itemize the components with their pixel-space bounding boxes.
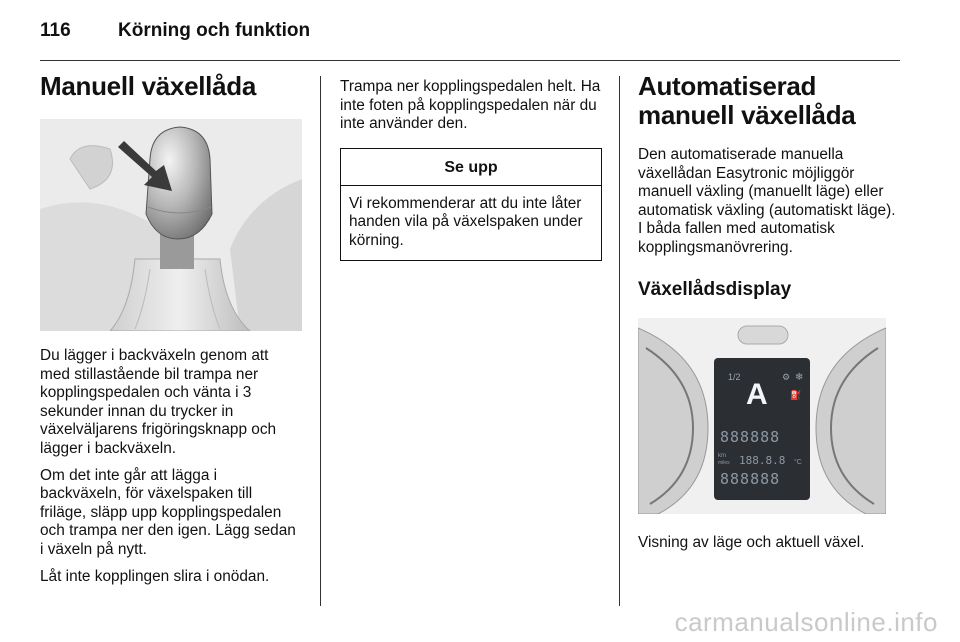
paragraph-reverse-gear: Du lägger i backväxeln genom att med stillastående bil trampa ner kopplingspedalen och vänta i 3 sekunder innan du trycker in växelväljarens frigöringsknapp och lägger i backväxeln. — [40, 347, 277, 457]
caution-box — [340, 148, 602, 261]
display-units-temp: °C — [794, 458, 802, 466]
display-digits-row3: 888888 — [720, 469, 781, 488]
display-units-miles: miles — [718, 459, 730, 466]
section-title-automated-gearbox: Automatiserad manuell växellåda — [638, 71, 856, 130]
display-digits-row2: 188.8.8 — [739, 453, 786, 467]
header-rule — [40, 60, 900, 61]
figure-caption: Visning av läge och aktuell växel. — [638, 533, 865, 551]
section-title-manual-gearbox: Manuell växellåda — [40, 71, 257, 101]
caution-heading: Se upp — [341, 149, 601, 186]
paragraph-clutch-pedal: Trampa ner kopplingspedalen helt. Ha inte foten på kopplingspedalen när du inte använder den. — [340, 78, 601, 133]
gear-lever-icon — [40, 119, 302, 331]
column-clutch — [340, 78, 602, 261]
paragraph-easytronic: Den automatiserade manuella växellådan Easytronic möjliggör manuell växling (manuellt läge) eller automatisk växling (automatiskt läge). I båda fallen med automatisk kopplingsmanövrering. — [638, 146, 896, 256]
subtitle-gearbox-display: Växellådsdisplay — [638, 278, 792, 300]
gear-mode-letter: A — [746, 377, 768, 411]
display-digits-row1: 888888 — [720, 427, 781, 446]
gear-lever-illustration — [40, 119, 302, 331]
instrument-cluster-icon — [638, 318, 886, 514]
svg-text:1/2: 1/2 — [728, 371, 741, 382]
svg-text:❄: ❄ — [795, 371, 804, 383]
column-manual-gearbox — [40, 72, 302, 594]
watermark: carmanualsonline.info — [674, 607, 938, 637]
paragraph-reverse-retry: Om det inte går att lägga i backväxeln, för växelspaken till friläge, släpp upp kopplingspedalen och trampa ner den igen. Lägg sedan i växeln på nytt. — [40, 466, 296, 558]
column-divider-left — [320, 76, 321, 606]
caution-text: Vi rekommenderar att du inte låter handen vila på växelspaken under körning. — [349, 194, 583, 249]
page-number: 116 — [40, 20, 71, 41]
page-header — [40, 20, 310, 50]
gearbox-display-illustration — [638, 318, 886, 514]
column-divider-right — [619, 76, 620, 606]
paragraph-clutch-slip: Låt inte kopplingen slira i onödan. — [40, 567, 270, 585]
chapter-title: Körning och funktion — [118, 20, 311, 41]
svg-text:⚙: ⚙ — [782, 372, 791, 383]
display-units-km: km — [718, 452, 726, 459]
svg-text:⛽: ⛽ — [790, 390, 802, 401]
column-automated-gearbox — [638, 72, 902, 560]
